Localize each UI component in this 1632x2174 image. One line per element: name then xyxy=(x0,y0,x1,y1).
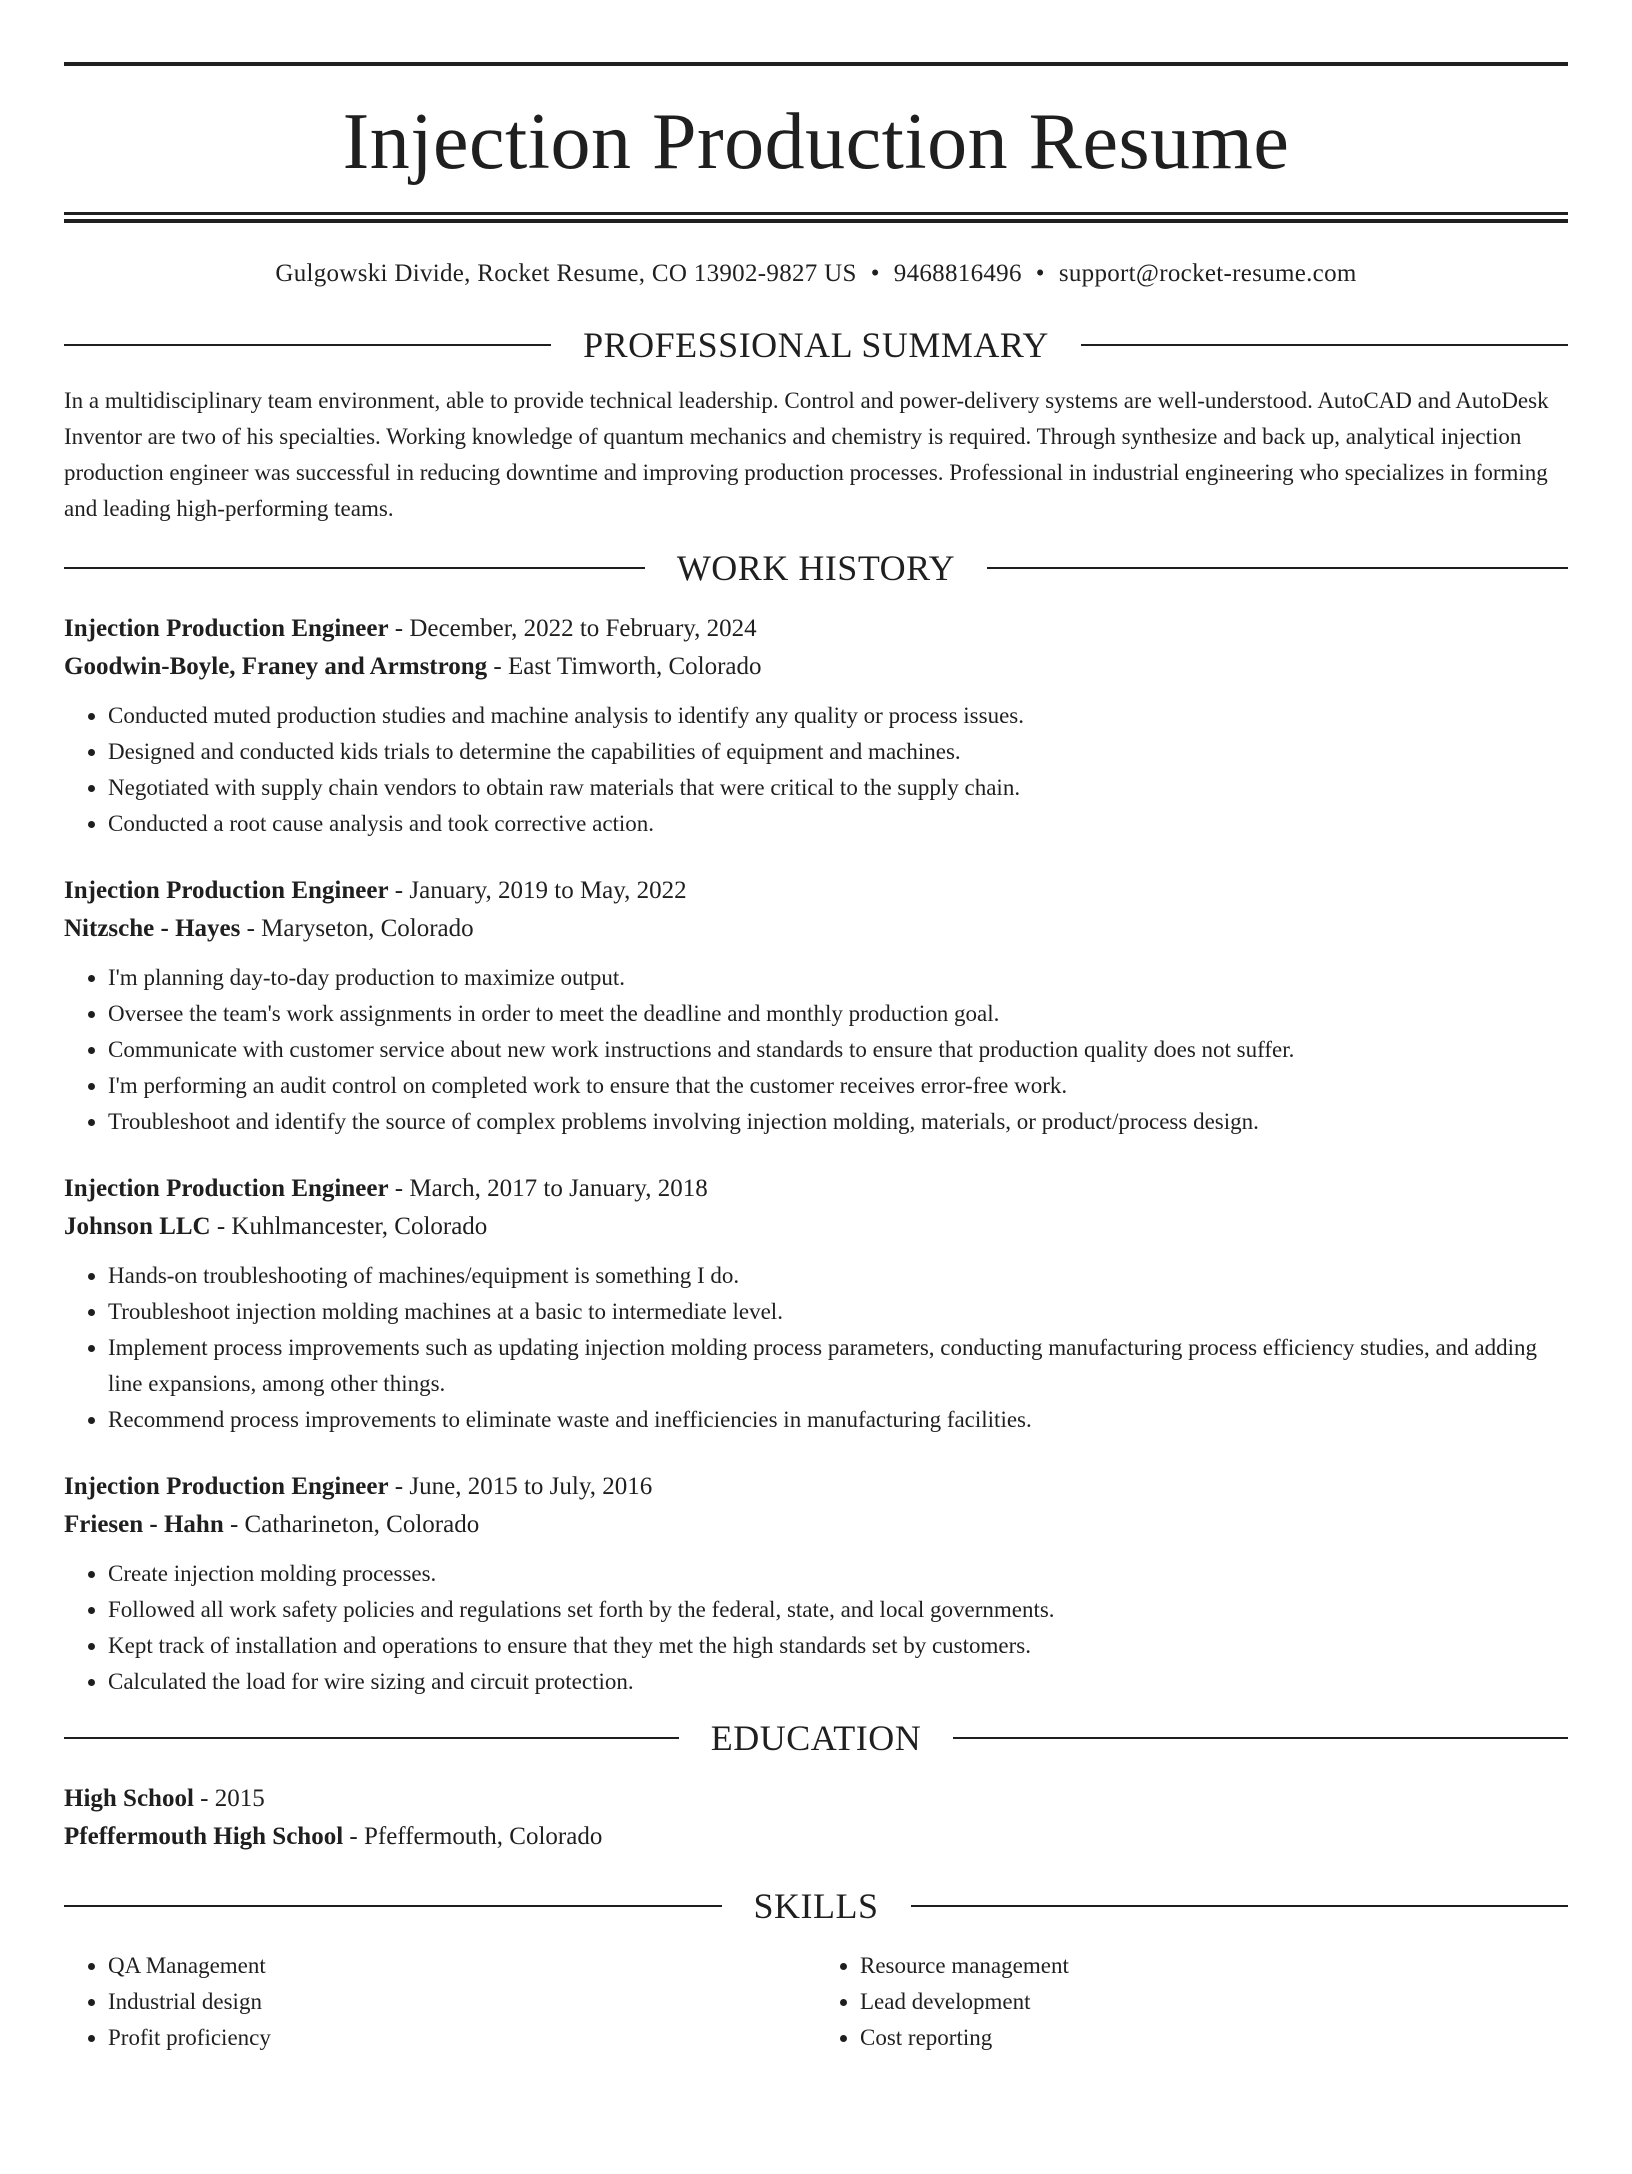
skills-column-left xyxy=(64,1948,816,2056)
job-company-line xyxy=(64,1208,1568,1246)
education-year: - 2015 xyxy=(193,1785,265,1812)
list-item: • Lead development xyxy=(860,1984,1568,2020)
summary-text: In a multidisciplinary team environment, able to provide technical leadership. Control and power-delivery systems are well-understood. AutoCAD and AutoDesk Inventor are two of his specialties. Working knowledge of quantum mechanics and chemistry is required. Through synthesize and back up, analytical injection production engineer was successful in reducing downtime and improving production processes. Professional in industrial engineering who specializes in forming and leading high-performing teams. xyxy=(64,388,1549,521)
resume-title: Injection Production Resume xyxy=(342,98,1290,186)
contact-separator: • xyxy=(870,260,880,287)
job-title-line xyxy=(64,610,1568,648)
list-item: • Kept track of installation and operations to ensure that they met the high standards set by customers. xyxy=(108,1628,1568,1664)
list-item: • Industrial design xyxy=(108,1984,816,2020)
list-item: • Implement process improvements such as updating injection molding process parameters, conducting manufacturing process efficiency studies, and adding line expansions, among other things. xyxy=(108,1330,1568,1402)
title-double-rule xyxy=(64,212,1568,223)
section-heading-work xyxy=(64,550,1568,586)
job-title: Injection Production Engineer xyxy=(64,615,389,642)
job-title: Injection Production Engineer xyxy=(64,1175,389,1202)
list-item: • Communicate with customer service about new work instructions and standards to ensure that production quality does not suffer. xyxy=(108,1032,1568,1068)
list-item: • Calculated the load for wire sizing and circuit protection. xyxy=(108,1664,1568,1700)
job-title-line xyxy=(64,1170,1568,1208)
heading-rule-left xyxy=(64,344,551,346)
job-company: Johnson LLC xyxy=(64,1213,211,1240)
contact-line xyxy=(64,259,1568,289)
job-entry xyxy=(64,872,1568,1140)
work-heading: WORK HISTORY xyxy=(676,548,956,588)
heading-rule-left xyxy=(64,567,645,569)
list-item: • Cost reporting xyxy=(860,2020,1568,2056)
job-company: Friesen - Hahn xyxy=(64,1511,224,1538)
list-item: • Negotiated with supply chain vendors to obtain raw materials that were critical to the supply chain. xyxy=(108,770,1568,806)
job-bullets xyxy=(64,960,1568,1140)
list-item: • Conducted muted production studies and machine analysis to identify any quality or process issues. xyxy=(108,698,1568,734)
education-degree: High School xyxy=(64,1785,194,1812)
job-company: Goodwin-Boyle, Franey and Armstrong xyxy=(64,653,488,680)
list-item: • QA Management xyxy=(108,1948,816,1984)
list-item: • Troubleshoot and identify the source of complex problems involving injection molding, materials, or product/process design. xyxy=(108,1104,1568,1140)
heading-rule-right xyxy=(1081,344,1568,346)
list-item: • Designed and conducted kids trials to determine the capabilities of equipment and machines. xyxy=(108,734,1568,770)
heading-rule-right xyxy=(987,567,1568,569)
contact-separator: • xyxy=(1035,260,1045,287)
skills-list xyxy=(64,1948,1568,2056)
list-item: • I'm planning day-to-day production to maximize output. xyxy=(108,960,1568,996)
section-heading-education xyxy=(64,1720,1568,1756)
list-item: • I'm performing an audit control on completed work to ensure that the customer receives error-free work. xyxy=(108,1068,1568,1104)
job-dates: - June, 2015 to July, 2016 xyxy=(388,1473,653,1500)
resume-page xyxy=(0,62,1632,2174)
job-bullets xyxy=(64,698,1568,842)
education-school-line xyxy=(64,1818,1568,1856)
education-entry xyxy=(64,1780,1568,1856)
job-title: Injection Production Engineer xyxy=(64,877,389,904)
list-item: • Troubleshoot injection molding machines at a basic to intermediate level. xyxy=(108,1294,1568,1330)
top-rule xyxy=(64,62,1568,66)
job-location: - Maryseton, Colorado xyxy=(240,915,474,942)
list-item: • Conducted a root cause analysis and took corrective action. xyxy=(108,806,1568,842)
job-company-line xyxy=(64,910,1568,948)
job-entry xyxy=(64,1170,1568,1438)
education-degree-line xyxy=(64,1780,1568,1818)
summary-heading: PROFESSIONAL SUMMARY xyxy=(583,325,1049,365)
heading-rule-right xyxy=(953,1737,1568,1739)
job-title-line xyxy=(64,1468,1568,1506)
list-item: • Oversee the team's work assignments in order to meet the deadline and monthly production goal. xyxy=(108,996,1568,1032)
job-company-line xyxy=(64,648,1568,686)
job-bullets xyxy=(64,1258,1568,1438)
heading-rule-left xyxy=(64,1905,722,1907)
job-dates: - December, 2022 to February, 2024 xyxy=(388,615,757,642)
job-title-line xyxy=(64,872,1568,910)
list-item: • Resource management xyxy=(860,1948,1568,1984)
education-location: - Pfeffermouth, Colorado xyxy=(343,1823,603,1850)
job-dates: - March, 2017 to January, 2018 xyxy=(388,1175,708,1202)
list-item: • Followed all work safety policies and regulations set forth by the federal, state, and local governments. xyxy=(108,1592,1568,1628)
education-heading: EDUCATION xyxy=(710,1718,922,1758)
job-bullets xyxy=(64,1556,1568,1700)
job-entry xyxy=(64,610,1568,842)
section-heading-summary xyxy=(64,327,1568,363)
job-location: - Kuhlmancester, Colorado xyxy=(210,1213,488,1240)
skills-heading: SKILLS xyxy=(753,1886,879,1926)
list-item: • Create injection molding processes. xyxy=(108,1556,1568,1592)
job-company-line xyxy=(64,1506,1568,1544)
education-school: Pfeffermouth High School xyxy=(64,1823,344,1850)
contact-address: Gulgowski Divide, Rocket Resume, CO 13902-9827 US xyxy=(275,260,857,287)
skills-column-right xyxy=(816,1948,1568,2056)
heading-rule-left xyxy=(64,1737,679,1739)
job-title: Injection Production Engineer xyxy=(64,1473,389,1500)
section-heading-skills xyxy=(64,1888,1568,1924)
job-location: - East Timworth, Colorado xyxy=(487,653,762,680)
contact-phone: 9468816496 xyxy=(893,260,1022,287)
list-item: • Profit proficiency xyxy=(108,2020,816,2056)
list-item: • Hands-on troubleshooting of machines/equipment is something I do. xyxy=(108,1258,1568,1294)
heading-rule-right xyxy=(911,1905,1569,1907)
job-entry xyxy=(64,1468,1568,1700)
contact-email: support@rocket-resume.com xyxy=(1058,260,1357,287)
job-location: - Catharineton, Colorado xyxy=(223,1511,480,1538)
list-item: • Recommend process improvements to eliminate waste and inefficiencies in manufacturing facilities. xyxy=(108,1402,1568,1438)
job-company: Nitzsche - Hayes xyxy=(64,915,241,942)
job-dates: - January, 2019 to May, 2022 xyxy=(388,877,687,904)
